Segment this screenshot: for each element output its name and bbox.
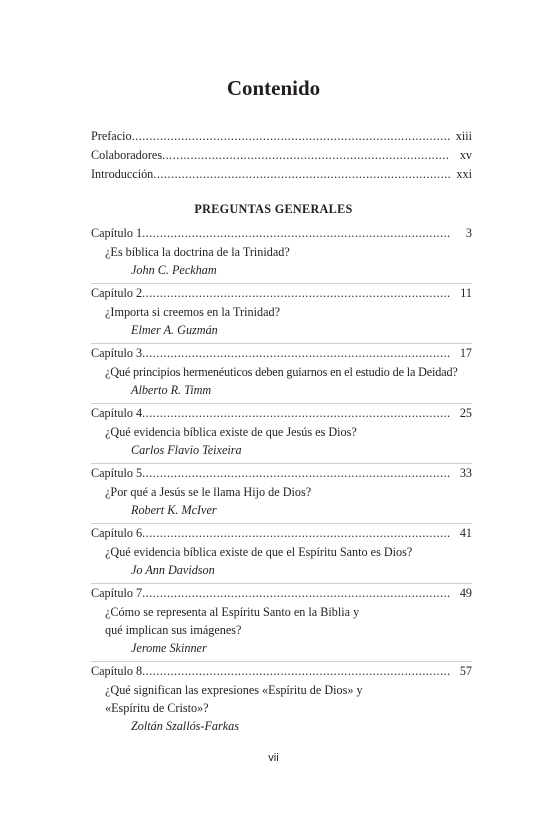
chapter-author: Jo Ann Davidson (131, 563, 215, 577)
chapter-page: 17 (459, 346, 472, 360)
chapter-label: Capítulo 3 (91, 346, 143, 360)
chapter-label: Capítulo 8 (91, 664, 143, 678)
chapter-page: 49 (459, 586, 472, 600)
toc-entry-prefacio[interactable] (91, 127, 472, 146)
dot-leader (162, 146, 450, 165)
chapter-author: Alberto R. Timm (131, 383, 212, 397)
chapter-label: Capítulo 1 (91, 226, 143, 240)
toc-entry-introduccion[interactable] (91, 165, 472, 184)
chapter-entry-2[interactable] (91, 284, 472, 344)
chapter-page: 11 (460, 286, 472, 300)
chapter-question: ¿Qué significan las expresiones «Espíritu de Dios» y (105, 683, 363, 697)
chapter-question-continued: «Espíritu de Cristo»? (105, 701, 209, 715)
chapter-list (91, 224, 472, 735)
chapter-question: ¿Qué evidencia bíblica existe de que el Espíritu Santo es Dios? (105, 545, 413, 559)
chapter-author: Elmer A. Guzmán (131, 323, 218, 337)
dot-leader (132, 127, 450, 146)
chapter-author: John C. Peckham (131, 263, 217, 277)
chapter-question: ¿Qué evidencia bíblica existe de que Jesús es Dios? (105, 425, 357, 439)
chapter-question-continued: qué implican sus imágenes? (105, 623, 242, 637)
toc-entry-label: Colaboradores (91, 148, 163, 162)
chapter-author: Robert K. McIver (131, 503, 217, 517)
section-heading: PREGUNTAS GENERALES (194, 202, 353, 216)
toc-entry-page: xv (459, 148, 472, 162)
chapter-entry-5[interactable] (91, 464, 472, 524)
chapter-label: Capítulo 7 (91, 586, 143, 600)
dot-leader (142, 662, 450, 681)
toc-entry-label: Introducción (91, 167, 154, 181)
dot-leader (142, 464, 450, 483)
page-title: Contenido (226, 76, 321, 100)
dot-leader (142, 344, 450, 363)
chapter-page: 3 (465, 226, 472, 240)
chapter-label: Capítulo 6 (91, 526, 143, 540)
dot-leader (142, 584, 450, 603)
dot-leader (153, 165, 450, 184)
dot-leader (142, 524, 450, 543)
chapter-question: ¿Por qué a Jesús se le llama Hijo de Dios? (105, 485, 312, 499)
dot-leader (142, 404, 450, 423)
page-number: vii (268, 752, 279, 764)
chapter-entry-1[interactable] (91, 224, 472, 284)
chapter-entry-7[interactable] (91, 584, 472, 662)
dot-leader (142, 224, 450, 243)
chapter-page: 41 (459, 526, 472, 540)
chapter-entry-4[interactable] (91, 404, 472, 464)
chapter-author: Carlos Flavio Teixeira (131, 443, 242, 457)
chapter-page: 57 (459, 664, 472, 678)
chapter-entry-6[interactable] (91, 524, 472, 584)
chapter-label: Capítulo 4 (91, 406, 143, 420)
chapter-author: Zoltán Szallós-Farkas (131, 719, 240, 733)
chapter-author: Jerome Skinner (131, 641, 207, 655)
chapter-question: ¿Es bíblica la doctrina de la Trinidad? (105, 245, 290, 259)
chapter-question: ¿Importa si creemos en la Trinidad? (105, 305, 280, 319)
chapter-page: 33 (459, 466, 472, 480)
toc-entry-label: Prefacio (91, 129, 132, 143)
chapter-page: 25 (459, 406, 472, 420)
toc-entry-page: xiii (455, 129, 472, 143)
chapter-entry-3[interactable] (91, 344, 472, 404)
chapter-label: Capítulo 2 (91, 286, 143, 300)
chapter-label: Capítulo 5 (91, 466, 143, 480)
chapter-question: ¿Cómo se representa al Espíritu Santo en la Biblia y (105, 605, 360, 619)
toc-entry-page: xxi (456, 167, 472, 181)
chapter-question: ¿Qué principios hermenéuticos deben guiarnos en el estudio de la Deidad? (105, 365, 458, 379)
chapter-entry-8[interactable] (91, 662, 472, 735)
dot-leader (142, 284, 450, 303)
toc-entry-colaboradores[interactable] (91, 146, 472, 165)
front-matter-list (91, 127, 472, 184)
